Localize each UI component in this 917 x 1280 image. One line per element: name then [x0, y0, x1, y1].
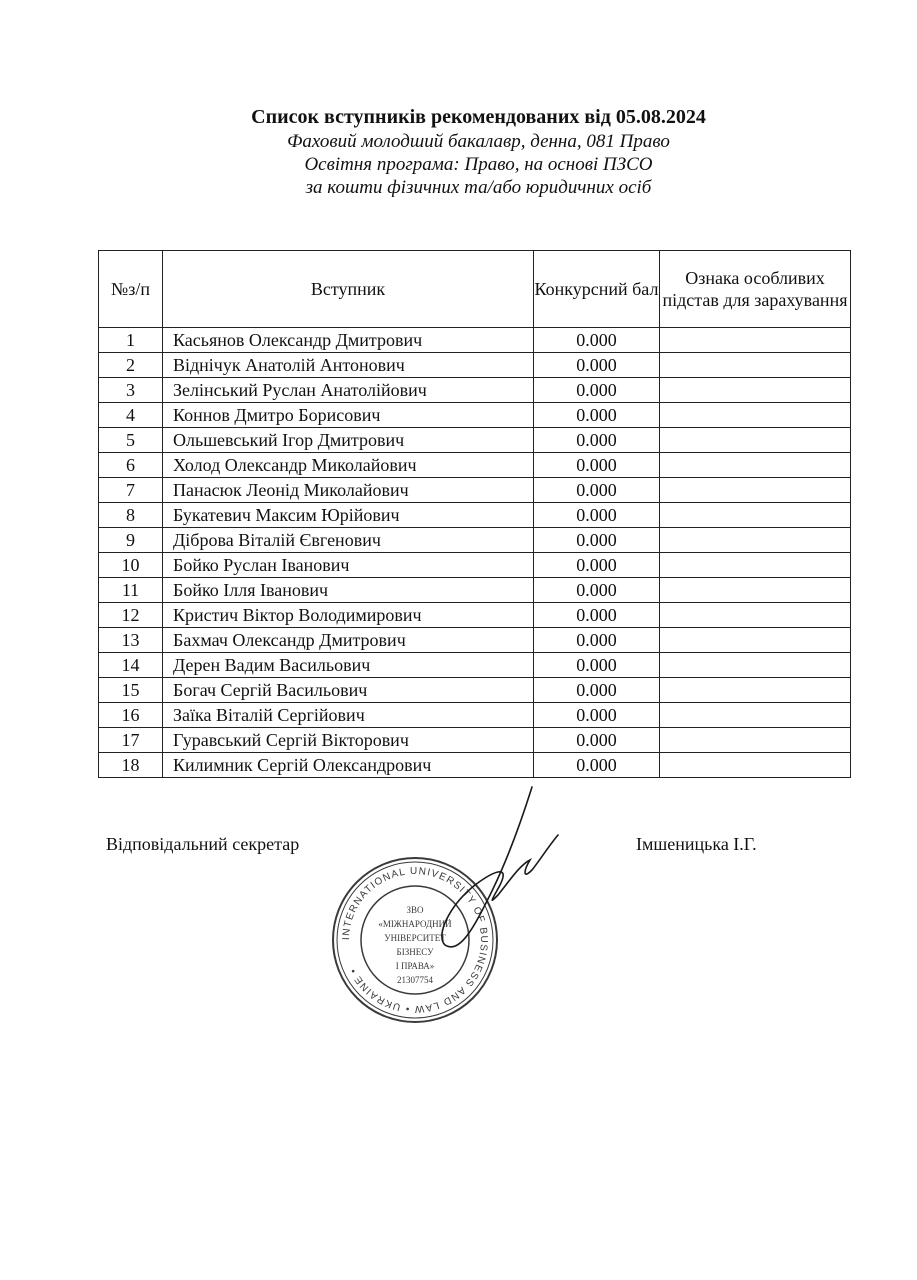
table-row — [99, 453, 851, 478]
special-grounds-mark — [660, 703, 851, 728]
competitive-score: 0.000 — [534, 553, 660, 578]
table-row — [99, 403, 851, 428]
competitive-score: 0.000 — [534, 378, 660, 403]
competitive-score: 0.000 — [534, 503, 660, 528]
special-grounds-mark — [660, 628, 851, 653]
table-row — [99, 703, 851, 728]
funding-line: за кошти фізичних та/або юридичних осіб — [305, 177, 652, 198]
competitive-score: 0.000 — [534, 653, 660, 678]
applicant-name: Кристич Віктор Володимирович — [163, 603, 534, 628]
special-grounds-mark — [660, 578, 851, 603]
table-body — [99, 328, 851, 778]
competitive-score: 0.000 — [534, 728, 660, 753]
table-row — [99, 478, 851, 503]
row-number: 12 — [99, 603, 163, 628]
competitive-score: 0.000 — [534, 703, 660, 728]
applicant-name: Гуравський Сергій Вікторович — [163, 728, 534, 753]
applicant-name: Дерен Вадим Васильович — [163, 653, 534, 678]
row-number: 11 — [99, 578, 163, 603]
applicant-name: Діброва Віталій Євгенович — [163, 528, 534, 553]
competitive-score: 0.000 — [534, 353, 660, 378]
responsible-secretary-label: Відповідальний секретар — [106, 834, 300, 854]
competitive-score: 0.000 — [534, 478, 660, 503]
row-number: 14 — [99, 653, 163, 678]
special-grounds-mark — [660, 553, 851, 578]
special-grounds-mark — [660, 378, 851, 403]
signatory-name: Імшеницька І.Г. — [636, 834, 757, 854]
document-title: Список вступників рекомендованих від 05.08.2024 — [251, 106, 706, 128]
seal-inner-line: 21307754 — [397, 975, 433, 985]
applicant-name: Холод Олександр Миколайович — [163, 453, 534, 478]
row-number: 5 — [99, 428, 163, 453]
table-row — [99, 503, 851, 528]
special-grounds-mark — [660, 653, 851, 678]
row-number: 10 — [99, 553, 163, 578]
applicant-name: Килимник Сергій Олександрович — [163, 753, 534, 778]
special-grounds-mark — [660, 753, 851, 778]
table-header-row — [99, 251, 851, 328]
table-row — [99, 528, 851, 553]
row-number: 2 — [99, 353, 163, 378]
table-row — [99, 428, 851, 453]
row-number: 1 — [99, 328, 163, 353]
competitive-score: 0.000 — [534, 453, 660, 478]
program-level-line: Фаховий молодший бакалавр, денна, 081 Право — [287, 131, 670, 152]
seal-inner-line: БІЗНЕСУ — [396, 947, 434, 957]
competitive-score: 0.000 — [534, 603, 660, 628]
competitive-score: 0.000 — [534, 528, 660, 553]
seal-inner-line: УНІВЕРСИТЕТ — [384, 933, 446, 943]
competitive-score: 0.000 — [534, 678, 660, 703]
seal-inner-line: І ПРАВА» — [395, 961, 435, 971]
applicant-name: Богач Сергій Васильович — [163, 678, 534, 703]
seal-inner-line: «МІЖНАРОДНИЙ — [378, 919, 452, 929]
competitive-score: 0.000 — [534, 753, 660, 778]
special-grounds-mark — [660, 528, 851, 553]
table-row — [99, 628, 851, 653]
row-number: 16 — [99, 703, 163, 728]
table-row — [99, 653, 851, 678]
table-row — [99, 728, 851, 753]
applicant-name: Коннов Дмитро Борисович — [163, 403, 534, 428]
special-grounds-mark — [660, 453, 851, 478]
table-row — [99, 378, 851, 403]
seal-inner-line: ЗВО — [406, 905, 424, 915]
applicant-name: Бахмач Олександр Дмитрович — [163, 628, 534, 653]
document-header — [0, 104, 917, 199]
row-number: 9 — [99, 528, 163, 553]
applicant-name: Панасюк Леонід Миколайович — [163, 478, 534, 503]
table-row — [99, 753, 851, 778]
header-applicant: Вступник — [163, 251, 534, 328]
special-grounds-mark — [660, 503, 851, 528]
applicants-table — [98, 250, 851, 778]
table-row — [99, 553, 851, 578]
special-grounds-mark — [660, 328, 851, 353]
applicant-name: Заїка Віталій Сергійович — [163, 703, 534, 728]
competitive-score: 0.000 — [534, 428, 660, 453]
seal-outer-text: INTERNATIONAL UNIVERSITY OF BUSINESS AND LAW • UKRAINE • — [340, 865, 490, 1015]
applicant-name: Ольшевський Ігор Дмитрович — [163, 428, 534, 453]
row-number: 3 — [99, 378, 163, 403]
header-score: Конкурсний бал — [534, 251, 660, 328]
education-program-line: Освітня програма: Право, на основі ПЗСО — [304, 154, 653, 175]
special-grounds-mark — [660, 428, 851, 453]
special-grounds-mark — [660, 403, 851, 428]
special-grounds-mark — [660, 353, 851, 378]
table-row — [99, 328, 851, 353]
applicant-name: Зелінський Руслан Анатолійович — [163, 378, 534, 403]
competitive-score: 0.000 — [534, 628, 660, 653]
competitive-score: 0.000 — [534, 403, 660, 428]
special-grounds-mark — [660, 478, 851, 503]
row-number: 15 — [99, 678, 163, 703]
competitive-score: 0.000 — [534, 328, 660, 353]
header-num: №з/п — [99, 251, 163, 328]
table-row — [99, 578, 851, 603]
row-number: 7 — [99, 478, 163, 503]
row-number: 6 — [99, 453, 163, 478]
table-row — [99, 678, 851, 703]
competitive-score: 0.000 — [534, 578, 660, 603]
applicant-name: Бойко Ілля Іванович — [163, 578, 534, 603]
row-number: 13 — [99, 628, 163, 653]
handwritten-signature — [420, 785, 560, 975]
applicant-name: Бойко Руслан Іванович — [163, 553, 534, 578]
table-row — [99, 603, 851, 628]
table-row — [99, 353, 851, 378]
row-number: 8 — [99, 503, 163, 528]
special-grounds-mark — [660, 603, 851, 628]
special-grounds-mark — [660, 678, 851, 703]
applicant-name: Букатевич Максим Юрійович — [163, 503, 534, 528]
header-special-grounds: Ознака особливих підстав для зарахування — [660, 251, 851, 328]
row-number: 17 — [99, 728, 163, 753]
applicant-name: Касьянов Олександр Дмитрович — [163, 328, 534, 353]
row-number: 18 — [99, 753, 163, 778]
special-grounds-mark — [660, 728, 851, 753]
row-number: 4 — [99, 403, 163, 428]
applicant-name: Віднічук Анатолій Антонович — [163, 353, 534, 378]
